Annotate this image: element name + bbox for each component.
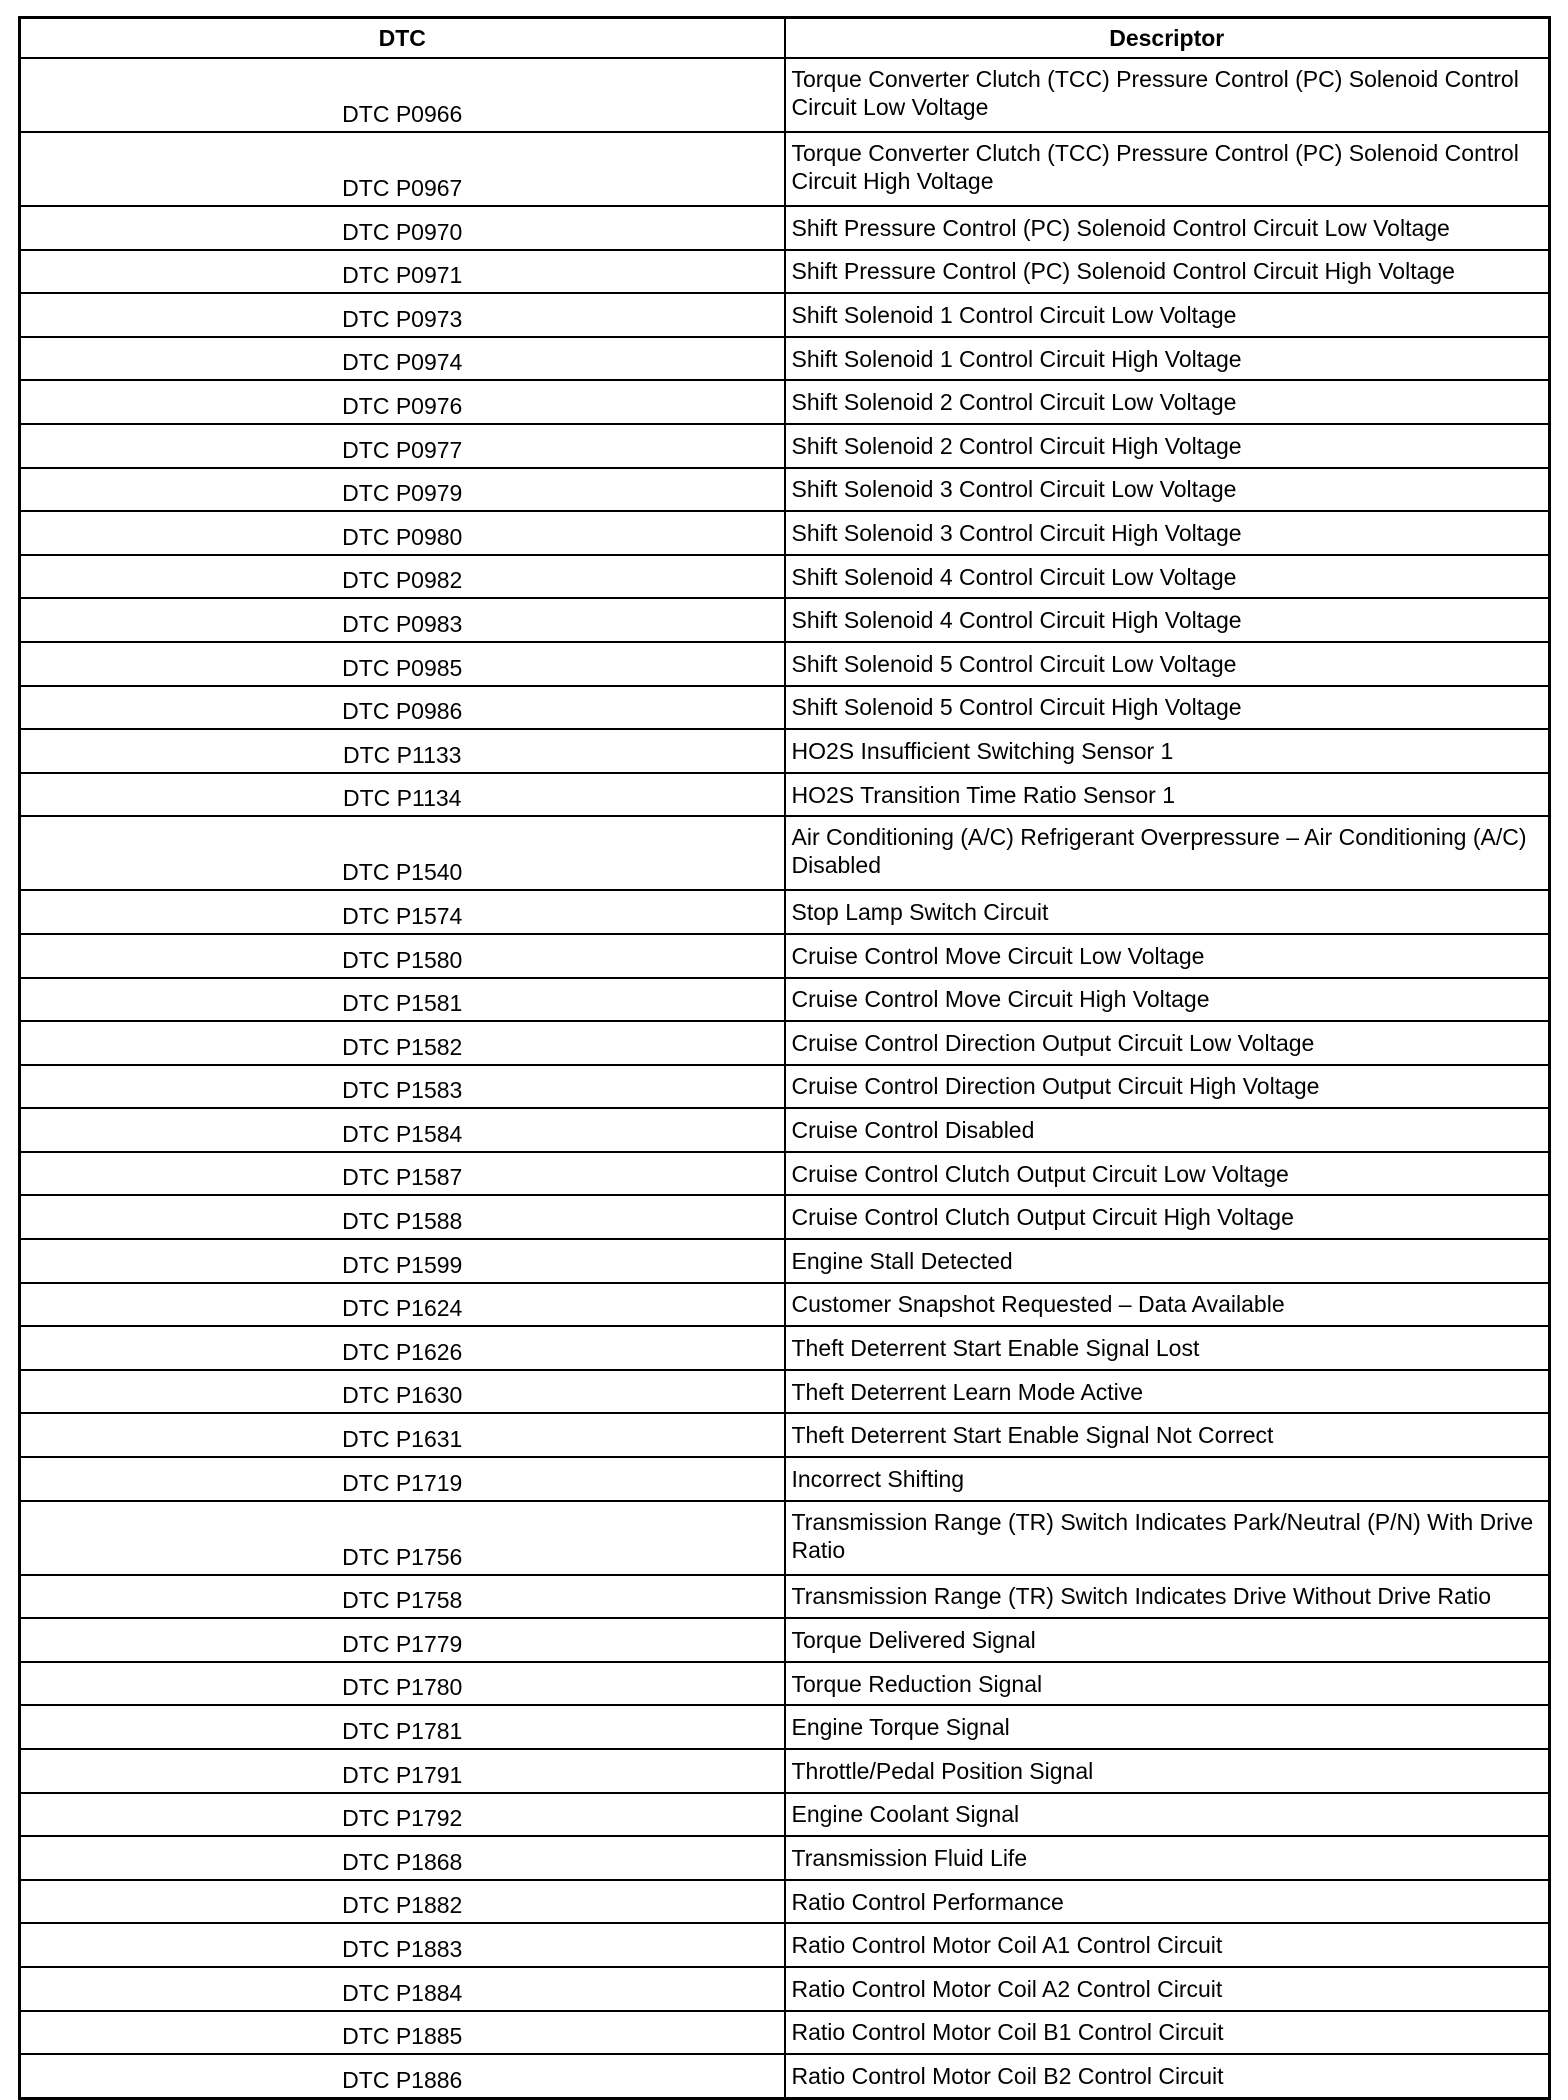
table-row: [20, 555, 1550, 599]
dtc-descriptor-cell: Ratio Control Motor Coil A1 Control Circuit: [785, 1923, 1550, 1967]
table-row: [20, 816, 1550, 890]
dtc-code-cell: DTC P0985: [20, 642, 785, 686]
table-row: [20, 686, 1550, 730]
dtc-code-cell: DTC P0986: [20, 686, 785, 730]
dtc-code-cell: DTC P0976: [20, 380, 785, 424]
dtc-code-cell: DTC P1779: [20, 1618, 785, 1662]
table-row: [20, 293, 1550, 337]
dtc-descriptor-cell: Engine Torque Signal: [785, 1705, 1550, 1749]
dtc-descriptor-cell: Shift Solenoid 2 Control Circuit Low Voltage: [785, 380, 1550, 424]
table-row: [20, 1152, 1550, 1196]
dtc-code-cell: DTC P0974: [20, 337, 785, 381]
table-row: [20, 1923, 1550, 1967]
dtc-code-cell: DTC P1882: [20, 1880, 785, 1924]
dtc-code-cell: DTC P1886: [20, 2054, 785, 2098]
table-row: [20, 1880, 1550, 1924]
table-row: [20, 1065, 1550, 1109]
dtc-descriptor-cell: Engine Stall Detected: [785, 1239, 1550, 1283]
dtc-descriptor-cell: Theft Deterrent Learn Mode Active: [785, 1370, 1550, 1414]
dtc-descriptor-cell: Air Conditioning (A/C) Refrigerant Overpressure – Air Conditioning (A/C) Disabled: [785, 816, 1550, 890]
dtc-code-cell: DTC P0971: [20, 250, 785, 294]
dtc-descriptor-cell: Cruise Control Move Circuit Low Voltage: [785, 934, 1550, 978]
dtc-descriptor-cell: Transmission Range (TR) Switch Indicates Park/Neutral (P/N) With Drive Ratio: [785, 1501, 1550, 1575]
dtc-code-cell: DTC P1868: [20, 1836, 785, 1880]
dtc-descriptor-cell: Shift Solenoid 4 Control Circuit Low Voltage: [785, 555, 1550, 599]
dtc-descriptor-cell: Engine Coolant Signal: [785, 1793, 1550, 1837]
dtc-descriptor-cell: Cruise Control Move Circuit High Voltage: [785, 978, 1550, 1022]
dtc-descriptor-cell: Customer Snapshot Requested – Data Available: [785, 1283, 1550, 1327]
dtc-code-cell: DTC P0973: [20, 293, 785, 337]
dtc-code-cell: DTC P1884: [20, 1967, 785, 2011]
table-row: [20, 934, 1550, 978]
dtc-descriptor-cell: Transmission Range (TR) Switch Indicates Drive Without Drive Ratio: [785, 1575, 1550, 1619]
dtc-code-cell: DTC P1584: [20, 1108, 785, 1152]
table-row: [20, 1283, 1550, 1327]
table-row: [20, 1239, 1550, 1283]
dtc-descriptor-cell: Transmission Fluid Life: [785, 1836, 1550, 1880]
dtc-code-cell: DTC P1780: [20, 1662, 785, 1706]
dtc-code-cell: DTC P1791: [20, 1749, 785, 1793]
dtc-descriptor-cell: Shift Pressure Control (PC) Solenoid Control Circuit High Voltage: [785, 250, 1550, 294]
dtc-code-cell: DTC P1626: [20, 1326, 785, 1370]
dtc-descriptor-cell: Cruise Control Disabled: [785, 1108, 1550, 1152]
table-row: [20, 773, 1550, 817]
dtc-descriptor-cell: Shift Solenoid 3 Control Circuit High Voltage: [785, 511, 1550, 555]
dtc-descriptor-cell: Shift Solenoid 1 Control Circuit High Voltage: [785, 337, 1550, 381]
table-row: [20, 598, 1550, 642]
dtc-code-cell: DTC P1583: [20, 1065, 785, 1109]
dtc-descriptor-cell: Shift Solenoid 3 Control Circuit Low Voltage: [785, 468, 1550, 512]
table-row: [20, 2011, 1550, 2055]
dtc-table: [18, 16, 1551, 2100]
dtc-descriptor-cell: Incorrect Shifting: [785, 1457, 1550, 1501]
table-row: [20, 978, 1550, 1022]
table-row: [20, 337, 1550, 381]
dtc-descriptor-cell: Ratio Control Motor Coil B2 Control Circuit: [785, 2054, 1550, 2098]
dtc-code-cell: DTC P0967: [20, 132, 785, 206]
dtc-descriptor-cell: Theft Deterrent Start Enable Signal Lost: [785, 1326, 1550, 1370]
dtc-code-cell: DTC P1719: [20, 1457, 785, 1501]
table-row: [20, 1662, 1550, 1706]
dtc-code-cell: DTC P1587: [20, 1152, 785, 1196]
dtc-descriptor-cell: Shift Solenoid 2 Control Circuit High Voltage: [785, 424, 1550, 468]
dtc-descriptor-cell: Shift Solenoid 4 Control Circuit High Voltage: [785, 598, 1550, 642]
dtc-code-cell: DTC P1134: [20, 773, 785, 817]
table-row: [20, 132, 1550, 206]
table-row: [20, 58, 1550, 132]
table-row: [20, 424, 1550, 468]
table-row: [20, 1021, 1550, 1065]
dtc-code-cell: DTC P1756: [20, 1501, 785, 1575]
header-dtc: DTC: [20, 18, 785, 59]
dtc-code-cell: DTC P1582: [20, 1021, 785, 1065]
dtc-code-cell: DTC P0983: [20, 598, 785, 642]
dtc-code-cell: DTC P1792: [20, 1793, 785, 1837]
table-row: [20, 1195, 1550, 1239]
table-row: [20, 1575, 1550, 1619]
dtc-descriptor-cell: Shift Solenoid 1 Control Circuit Low Voltage: [785, 293, 1550, 337]
dtc-code-cell: DTC P0977: [20, 424, 785, 468]
header-row: [20, 18, 1550, 59]
dtc-descriptor-cell: Cruise Control Direction Output Circuit High Voltage: [785, 1065, 1550, 1109]
dtc-descriptor-cell: Torque Converter Clutch (TCC) Pressure Control (PC) Solenoid Control Circuit High Voltage: [785, 132, 1550, 206]
table-body: [20, 58, 1550, 2098]
table-row: [20, 1749, 1550, 1793]
dtc-descriptor-cell: Torque Reduction Signal: [785, 1662, 1550, 1706]
dtc-code-cell: DTC P1630: [20, 1370, 785, 1414]
table-row: [20, 1836, 1550, 1880]
header-descriptor: Descriptor: [785, 18, 1550, 59]
dtc-code-cell: DTC P1540: [20, 816, 785, 890]
table-row: [20, 380, 1550, 424]
table-row: [20, 2054, 1550, 2098]
dtc-code-cell: DTC P1781: [20, 1705, 785, 1749]
dtc-code-cell: DTC P1574: [20, 890, 785, 934]
dtc-descriptor-cell: Stop Lamp Switch Circuit: [785, 890, 1550, 934]
dtc-code-cell: DTC P0966: [20, 58, 785, 132]
dtc-descriptor-cell: Shift Solenoid 5 Control Circuit Low Voltage: [785, 642, 1550, 686]
dtc-code-cell: DTC P1580: [20, 934, 785, 978]
table-row: [20, 1705, 1550, 1749]
table-row: [20, 1967, 1550, 2011]
dtc-descriptor-cell: Cruise Control Clutch Output Circuit Low Voltage: [785, 1152, 1550, 1196]
dtc-descriptor-cell: Ratio Control Motor Coil B1 Control Circuit: [785, 2011, 1550, 2055]
dtc-descriptor-cell: Cruise Control Clutch Output Circuit High Voltage: [785, 1195, 1550, 1239]
dtc-code-cell: DTC P1588: [20, 1195, 785, 1239]
dtc-descriptor-cell: Torque Converter Clutch (TCC) Pressure Control (PC) Solenoid Control Circuit Low Voltage: [785, 58, 1550, 132]
table-row: [20, 890, 1550, 934]
table-row: [20, 1326, 1550, 1370]
dtc-code-cell: DTC P1883: [20, 1923, 785, 1967]
dtc-code-cell: DTC P1885: [20, 2011, 785, 2055]
table-row: [20, 468, 1550, 512]
dtc-descriptor-cell: HO2S Transition Time Ratio Sensor 1: [785, 773, 1550, 817]
dtc-code-cell: DTC P0979: [20, 468, 785, 512]
dtc-code-cell: DTC P1599: [20, 1239, 785, 1283]
dtc-descriptor-cell: Torque Delivered Signal: [785, 1618, 1550, 1662]
table-row: [20, 1370, 1550, 1414]
dtc-code-cell: DTC P0982: [20, 555, 785, 599]
dtc-descriptor-cell: Cruise Control Direction Output Circuit Low Voltage: [785, 1021, 1550, 1065]
dtc-code-cell: DTC P1133: [20, 729, 785, 773]
dtc-descriptor-cell: Ratio Control Performance: [785, 1880, 1550, 1924]
dtc-descriptor-cell: Throttle/Pedal Position Signal: [785, 1749, 1550, 1793]
dtc-descriptor-cell: Shift Solenoid 5 Control Circuit High Voltage: [785, 686, 1550, 730]
dtc-code-cell: DTC P1624: [20, 1283, 785, 1327]
table-row: [20, 729, 1550, 773]
dtc-code-cell: DTC P1631: [20, 1413, 785, 1457]
table-row: [20, 511, 1550, 555]
table-row: [20, 250, 1550, 294]
table-row: [20, 642, 1550, 686]
dtc-code-cell: DTC P1581: [20, 978, 785, 1022]
dtc-descriptor-cell: HO2S Insufficient Switching Sensor 1: [785, 729, 1550, 773]
dtc-descriptor-cell: Theft Deterrent Start Enable Signal Not Correct: [785, 1413, 1550, 1457]
table-row: [20, 1793, 1550, 1837]
table-row: [20, 1457, 1550, 1501]
dtc-code-cell: DTC P1758: [20, 1575, 785, 1619]
table-row: [20, 1618, 1550, 1662]
table-row: [20, 206, 1550, 250]
dtc-code-cell: DTC P0980: [20, 511, 785, 555]
table-row: [20, 1108, 1550, 1152]
table-row: [20, 1413, 1550, 1457]
table-row: [20, 1501, 1550, 1575]
dtc-descriptor-cell: Ratio Control Motor Coil A2 Control Circuit: [785, 1967, 1550, 2011]
dtc-descriptor-cell: Shift Pressure Control (PC) Solenoid Control Circuit Low Voltage: [785, 206, 1550, 250]
dtc-code-cell: DTC P0970: [20, 206, 785, 250]
